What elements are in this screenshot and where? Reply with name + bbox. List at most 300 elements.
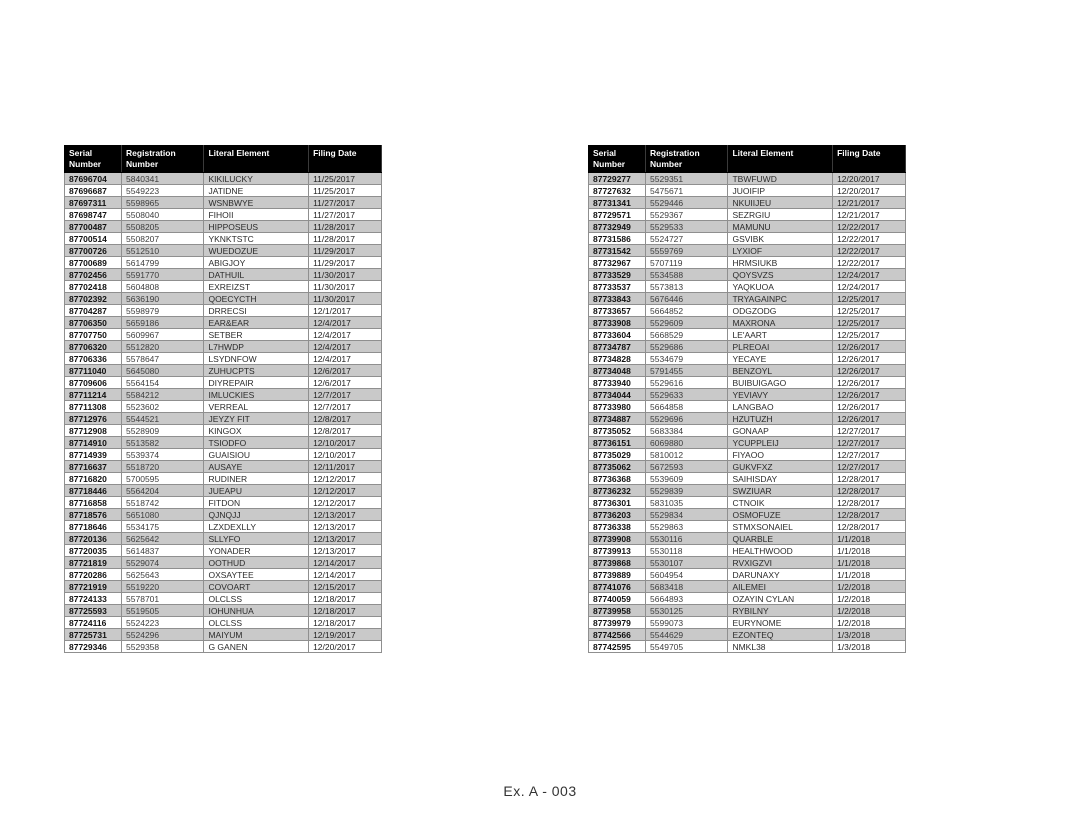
literal-element-cell: SETBER xyxy=(204,329,309,341)
literal-element-cell: YONADER xyxy=(204,545,309,557)
filing-date-cell: 12/26/2017 xyxy=(833,365,906,377)
table-row xyxy=(65,581,382,593)
registration-number-cell: 5529446 xyxy=(646,197,728,209)
serial-number-cell: 87740059 xyxy=(589,593,646,605)
table-row xyxy=(65,605,382,617)
registration-number-cell: 5625642 xyxy=(122,533,204,545)
registration-number-cell: 5513582 xyxy=(122,437,204,449)
registration-number-cell: 5529616 xyxy=(646,377,728,389)
literal-element-cell: KINGOX xyxy=(204,425,309,437)
serial-number-cell: 87725731 xyxy=(65,629,122,641)
literal-element-cell: GUAISIOU xyxy=(204,449,309,461)
serial-number-cell: 87711308 xyxy=(65,401,122,413)
literal-element-cell: LSYDNFOW xyxy=(204,353,309,365)
serial-number-cell: 87732949 xyxy=(589,221,646,233)
serial-number-cell: 87739958 xyxy=(589,605,646,617)
registration-number-cell: 5578647 xyxy=(122,353,204,365)
filing-date-cell: 12/18/2017 xyxy=(309,605,382,617)
literal-element-cell: EURYNOME xyxy=(728,617,833,629)
registration-number-cell: 5529609 xyxy=(646,317,728,329)
filing-date-cell: 12/12/2017 xyxy=(309,485,382,497)
column-header: Filing Date xyxy=(309,146,382,173)
serial-number-cell: 87700487 xyxy=(65,221,122,233)
table-row xyxy=(65,197,382,209)
serial-number-cell: 87731341 xyxy=(589,197,646,209)
filing-date-cell: 11/29/2017 xyxy=(309,245,382,257)
serial-number-cell: 87729277 xyxy=(589,173,646,185)
literal-element-cell: IOHUNHUA xyxy=(204,605,309,617)
table-row xyxy=(65,245,382,257)
serial-number-cell: 87733908 xyxy=(589,317,646,329)
literal-element-cell: ODGZODG xyxy=(728,305,833,317)
literal-element-cell: MAIYUM xyxy=(204,629,309,641)
literal-element-cell: LE'AART xyxy=(728,329,833,341)
table-row xyxy=(589,521,906,533)
literal-element-cell: QOYSVZS xyxy=(728,269,833,281)
registration-number-cell: 5791455 xyxy=(646,365,728,377)
filing-date-cell: 12/25/2017 xyxy=(833,305,906,317)
filing-date-cell: 12/14/2017 xyxy=(309,557,382,569)
serial-number-cell: 87734044 xyxy=(589,389,646,401)
filing-date-cell: 11/30/2017 xyxy=(309,269,382,281)
filing-date-cell: 12/13/2017 xyxy=(309,533,382,545)
registration-number-cell: 5529834 xyxy=(646,509,728,521)
serial-number-cell: 87742595 xyxy=(589,641,646,653)
literal-element-cell: DARUNAXY xyxy=(728,569,833,581)
literal-element-cell: BUIBUIGAGO xyxy=(728,377,833,389)
table-row xyxy=(65,533,382,545)
filing-date-cell: 12/6/2017 xyxy=(309,377,382,389)
filing-date-cell: 12/18/2017 xyxy=(309,593,382,605)
serial-number-cell: 87734048 xyxy=(589,365,646,377)
literal-element-cell: EAR&EAR xyxy=(204,317,309,329)
serial-number-cell: 87733940 xyxy=(589,377,646,389)
registration-number-cell: 5810012 xyxy=(646,449,728,461)
literal-element-cell: QOECYCTH xyxy=(204,293,309,305)
literal-element-cell: OOTHUD xyxy=(204,557,309,569)
table-row xyxy=(589,329,906,341)
filing-date-cell: 12/26/2017 xyxy=(833,413,906,425)
filing-date-cell: 12/13/2017 xyxy=(309,521,382,533)
literal-element-cell: QJNQJJ xyxy=(204,509,309,521)
registration-number-cell: 5676446 xyxy=(646,293,728,305)
table-row xyxy=(589,233,906,245)
filing-date-cell: 12/7/2017 xyxy=(309,401,382,413)
serial-number-cell: 87733537 xyxy=(589,281,646,293)
literal-element-cell: LYXIOF xyxy=(728,245,833,257)
registration-number-cell: 5539374 xyxy=(122,449,204,461)
registration-number-cell: 5668529 xyxy=(646,329,728,341)
literal-element-cell: HZUTUZH xyxy=(728,413,833,425)
serial-number-cell: 87739908 xyxy=(589,533,646,545)
serial-number-cell: 87721819 xyxy=(65,557,122,569)
filing-date-cell: 1/1/2018 xyxy=(833,545,906,557)
serial-number-cell: 87739889 xyxy=(589,569,646,581)
table-row xyxy=(65,377,382,389)
serial-number-cell: 87735062 xyxy=(589,461,646,473)
serial-number-cell: 87711040 xyxy=(65,365,122,377)
filing-date-cell: 12/27/2017 xyxy=(833,449,906,461)
table-row xyxy=(589,641,906,653)
table-row xyxy=(589,209,906,221)
literal-element-cell: YCUPPLEIJ xyxy=(728,437,833,449)
filing-date-cell: 12/20/2017 xyxy=(309,641,382,653)
registration-number-cell: 5584212 xyxy=(122,389,204,401)
registration-number-cell: 5519220 xyxy=(122,581,204,593)
filing-date-cell: 1/3/2018 xyxy=(833,641,906,653)
filing-date-cell: 11/30/2017 xyxy=(309,293,382,305)
table-row xyxy=(589,389,906,401)
filing-date-cell: 12/8/2017 xyxy=(309,413,382,425)
filing-date-cell: 1/1/2018 xyxy=(833,569,906,581)
serial-number-cell: 87734787 xyxy=(589,341,646,353)
filing-date-cell: 12/28/2017 xyxy=(833,509,906,521)
literal-element-cell: SEZRGIU xyxy=(728,209,833,221)
literal-element-cell: L7HWDP xyxy=(204,341,309,353)
registration-number-cell: 5840341 xyxy=(122,173,204,185)
registration-number-cell: 5524296 xyxy=(122,629,204,641)
serial-number-cell: 87735029 xyxy=(589,449,646,461)
literal-element-cell: IMLUCKIES xyxy=(204,389,309,401)
literal-element-cell: TBWFUWD xyxy=(728,173,833,185)
table-row xyxy=(65,365,382,377)
serial-number-cell: 87700514 xyxy=(65,233,122,245)
table-row xyxy=(65,185,382,197)
literal-element-cell: NMKL38 xyxy=(728,641,833,653)
literal-element-cell: YECAYE xyxy=(728,353,833,365)
filing-date-cell: 11/28/2017 xyxy=(309,233,382,245)
table-row xyxy=(65,509,382,521)
filing-date-cell: 12/24/2017 xyxy=(833,281,906,293)
serial-number-cell: 87736151 xyxy=(589,437,646,449)
serial-number-cell: 87721919 xyxy=(65,581,122,593)
registration-number-cell: 5529533 xyxy=(646,221,728,233)
exhibit-page-label: Ex. A - 003 xyxy=(503,783,577,799)
column-header: Serial Number xyxy=(589,146,646,173)
filing-date-cell: 12/4/2017 xyxy=(309,317,382,329)
filing-date-cell: 12/22/2017 xyxy=(833,257,906,269)
registration-number-cell: 5599073 xyxy=(646,617,728,629)
serial-number-cell: 87733657 xyxy=(589,305,646,317)
table-row xyxy=(65,629,382,641)
registration-number-cell: 5529696 xyxy=(646,413,728,425)
serial-number-cell: 87729571 xyxy=(589,209,646,221)
registration-number-cell: 5651080 xyxy=(122,509,204,521)
registration-number-cell: 5518720 xyxy=(122,461,204,473)
serial-number-cell: 87712908 xyxy=(65,425,122,437)
registration-number-cell: 5544629 xyxy=(646,629,728,641)
column-header: Serial Number xyxy=(65,146,122,173)
registration-number-cell: 5559769 xyxy=(646,245,728,257)
filing-date-cell: 12/13/2017 xyxy=(309,509,382,521)
table-row xyxy=(589,545,906,557)
serial-number-cell: 87727632 xyxy=(589,185,646,197)
serial-number-cell: 87739868 xyxy=(589,557,646,569)
literal-element-cell: HRMSIUKB xyxy=(728,257,833,269)
literal-element-cell: CTNOIK xyxy=(728,497,833,509)
serial-number-cell: 87739979 xyxy=(589,617,646,629)
table-row xyxy=(65,221,382,233)
literal-element-cell: HEALTHWOOD xyxy=(728,545,833,557)
column-header: Literal Element xyxy=(204,146,309,173)
table-row xyxy=(65,461,382,473)
table-row xyxy=(65,425,382,437)
filing-date-cell: 12/25/2017 xyxy=(833,329,906,341)
table-row xyxy=(589,377,906,389)
filing-date-cell: 12/4/2017 xyxy=(309,353,382,365)
serial-number-cell: 87733980 xyxy=(589,401,646,413)
literal-element-cell: ZUHUCPTS xyxy=(204,365,309,377)
serial-number-cell: 87734828 xyxy=(589,353,646,365)
serial-number-cell: 87724133 xyxy=(65,593,122,605)
literal-element-cell: YKNKTSTC xyxy=(204,233,309,245)
literal-element-cell: TRYAGAINPC xyxy=(728,293,833,305)
table-row xyxy=(589,569,906,581)
registration-number-cell: 6069880 xyxy=(646,437,728,449)
literal-element-cell: RYBILNY xyxy=(728,605,833,617)
serial-number-cell: 87716858 xyxy=(65,497,122,509)
filing-date-cell: 11/25/2017 xyxy=(309,185,382,197)
registration-number-cell: 5475671 xyxy=(646,185,728,197)
literal-element-cell: OLCLSS xyxy=(204,617,309,629)
filing-date-cell: 12/13/2017 xyxy=(309,545,382,557)
serial-number-cell: 87709606 xyxy=(65,377,122,389)
filing-date-cell: 1/2/2018 xyxy=(833,605,906,617)
table-row xyxy=(65,269,382,281)
literal-element-cell: FIYAOO xyxy=(728,449,833,461)
literal-element-cell: MAXRONA xyxy=(728,317,833,329)
registration-number-cell: 5524223 xyxy=(122,617,204,629)
literal-element-cell: ABIGJOY xyxy=(204,257,309,269)
filing-date-cell: 12/4/2017 xyxy=(309,329,382,341)
serial-number-cell: 87714939 xyxy=(65,449,122,461)
literal-element-cell: LANGBAO xyxy=(728,401,833,413)
filing-date-cell: 12/4/2017 xyxy=(309,341,382,353)
table-row xyxy=(589,593,906,605)
registration-number-cell: 5529839 xyxy=(646,485,728,497)
serial-number-cell: 87736368 xyxy=(589,473,646,485)
registration-number-cell: 5508207 xyxy=(122,233,204,245)
filing-date-cell: 12/14/2017 xyxy=(309,569,382,581)
registration-number-cell: 5700595 xyxy=(122,473,204,485)
registration-number-cell: 5508205 xyxy=(122,221,204,233)
serial-number-cell: 87742566 xyxy=(589,629,646,641)
serial-number-cell: 87739913 xyxy=(589,545,646,557)
registration-number-cell: 5534679 xyxy=(646,353,728,365)
filing-date-cell: 11/25/2017 xyxy=(309,173,382,185)
serial-number-cell: 87731586 xyxy=(589,233,646,245)
literal-element-cell: QUARBLE xyxy=(728,533,833,545)
table-row xyxy=(65,617,382,629)
filing-date-cell: 1/3/2018 xyxy=(833,629,906,641)
registration-number-cell: 5544521 xyxy=(122,413,204,425)
column-header: Registration Number xyxy=(646,146,728,173)
serial-number-cell: 87733604 xyxy=(589,329,646,341)
literal-element-cell: DRRECSI xyxy=(204,305,309,317)
table-row xyxy=(589,221,906,233)
table-row xyxy=(65,449,382,461)
registration-number-cell: 5604954 xyxy=(646,569,728,581)
filing-date-cell: 12/28/2017 xyxy=(833,473,906,485)
table-row xyxy=(589,509,906,521)
registration-number-cell: 5625643 xyxy=(122,569,204,581)
serial-number-cell: 87702418 xyxy=(65,281,122,293)
table-row xyxy=(589,257,906,269)
registration-number-cell: 5598965 xyxy=(122,197,204,209)
filing-date-cell: 12/28/2017 xyxy=(833,485,906,497)
table-row xyxy=(589,281,906,293)
table-row xyxy=(65,437,382,449)
filing-date-cell: 11/27/2017 xyxy=(309,209,382,221)
filing-date-cell: 12/27/2017 xyxy=(833,461,906,473)
registration-number-cell: 5664858 xyxy=(646,401,728,413)
serial-number-cell: 87725593 xyxy=(65,605,122,617)
serial-number-cell: 87704287 xyxy=(65,305,122,317)
registration-number-cell: 5518742 xyxy=(122,497,204,509)
literal-element-cell: EXREIZST xyxy=(204,281,309,293)
literal-element-cell: JATIDNE xyxy=(204,185,309,197)
serial-number-cell: 87707750 xyxy=(65,329,122,341)
serial-number-cell: 87716637 xyxy=(65,461,122,473)
registration-number-cell: 5573813 xyxy=(646,281,728,293)
registration-number-cell: 5530107 xyxy=(646,557,728,569)
table-row xyxy=(589,245,906,257)
table-row xyxy=(65,569,382,581)
registration-number-cell: 5529074 xyxy=(122,557,204,569)
registration-number-cell: 5683418 xyxy=(646,581,728,593)
table-row xyxy=(589,197,906,209)
serial-number-cell: 87714910 xyxy=(65,437,122,449)
registration-number-cell: 5512820 xyxy=(122,341,204,353)
registration-number-cell: 5564204 xyxy=(122,485,204,497)
table-row xyxy=(589,485,906,497)
serial-number-cell: 87711214 xyxy=(65,389,122,401)
trademark-table-left xyxy=(64,145,382,653)
filing-date-cell: 12/27/2017 xyxy=(833,437,906,449)
registration-number-cell: 5604808 xyxy=(122,281,204,293)
table-row xyxy=(589,533,906,545)
filing-date-cell: 12/7/2017 xyxy=(309,389,382,401)
literal-element-cell: JUOIFIP xyxy=(728,185,833,197)
registration-number-cell: 5578701 xyxy=(122,593,204,605)
filing-date-cell: 12/25/2017 xyxy=(833,293,906,305)
filing-date-cell: 12/27/2017 xyxy=(833,425,906,437)
table-row xyxy=(65,293,382,305)
registration-number-cell: 5508040 xyxy=(122,209,204,221)
literal-element-cell: WUEDOZUE xyxy=(204,245,309,257)
serial-number-cell: 87706350 xyxy=(65,317,122,329)
literal-element-cell: YAQKUOA xyxy=(728,281,833,293)
table-row xyxy=(589,269,906,281)
literal-element-cell: OXSAYTEE xyxy=(204,569,309,581)
serial-number-cell: 87732967 xyxy=(589,257,646,269)
filing-date-cell: 11/29/2017 xyxy=(309,257,382,269)
header-row xyxy=(65,146,382,173)
table-row xyxy=(65,521,382,533)
serial-number-cell: 87718576 xyxy=(65,509,122,521)
literal-element-cell: NKUIIJEU xyxy=(728,197,833,209)
serial-number-cell: 87702392 xyxy=(65,293,122,305)
registration-number-cell: 5530116 xyxy=(646,533,728,545)
serial-number-cell: 87700689 xyxy=(65,257,122,269)
registration-number-cell: 5524727 xyxy=(646,233,728,245)
registration-number-cell: 5564154 xyxy=(122,377,204,389)
registration-number-cell: 5528909 xyxy=(122,425,204,437)
serial-number-cell: 87697311 xyxy=(65,197,122,209)
literal-element-cell: COVOART xyxy=(204,581,309,593)
trademark-table-right xyxy=(588,145,906,653)
filing-date-cell: 12/26/2017 xyxy=(833,377,906,389)
filing-date-cell: 1/1/2018 xyxy=(833,557,906,569)
filing-date-cell: 12/22/2017 xyxy=(833,245,906,257)
table-row xyxy=(589,353,906,365)
registration-number-cell: 5614837 xyxy=(122,545,204,557)
header-row xyxy=(589,146,906,173)
table-row xyxy=(589,365,906,377)
table-row xyxy=(65,497,382,509)
registration-number-cell: 5591770 xyxy=(122,269,204,281)
literal-element-cell: OZAYIN CYLAN xyxy=(728,593,833,605)
literal-element-cell: HIPPOSEUS xyxy=(204,221,309,233)
serial-number-cell: 87700726 xyxy=(65,245,122,257)
serial-number-cell: 87736232 xyxy=(589,485,646,497)
registration-number-cell: 5529633 xyxy=(646,389,728,401)
table-row xyxy=(589,401,906,413)
filing-date-cell: 11/27/2017 xyxy=(309,197,382,209)
filing-date-cell: 11/28/2017 xyxy=(309,221,382,233)
literal-element-cell: GSVIBK xyxy=(728,233,833,245)
table-row xyxy=(589,449,906,461)
filing-date-cell: 1/1/2018 xyxy=(833,533,906,545)
table-row xyxy=(65,341,382,353)
registration-number-cell: 5664852 xyxy=(646,305,728,317)
literal-element-cell: MAMUNU xyxy=(728,221,833,233)
literal-element-cell: JUEAPU xyxy=(204,485,309,497)
literal-element-cell: FITDON xyxy=(204,497,309,509)
registration-number-cell: 5598979 xyxy=(122,305,204,317)
table-row xyxy=(65,593,382,605)
serial-number-cell: 87696687 xyxy=(65,185,122,197)
registration-number-cell: 5529351 xyxy=(646,173,728,185)
filing-date-cell: 12/10/2017 xyxy=(309,449,382,461)
serial-number-cell: 87729346 xyxy=(65,641,122,653)
filing-date-cell: 12/24/2017 xyxy=(833,269,906,281)
serial-number-cell: 87696704 xyxy=(65,173,122,185)
filing-date-cell: 12/25/2017 xyxy=(833,317,906,329)
literal-element-cell: JEYZY FIT xyxy=(204,413,309,425)
literal-element-cell: TSIODFO xyxy=(204,437,309,449)
registration-number-cell: 5529686 xyxy=(646,341,728,353)
filing-date-cell: 12/19/2017 xyxy=(309,629,382,641)
serial-number-cell: 87734887 xyxy=(589,413,646,425)
registration-number-cell: 5534588 xyxy=(646,269,728,281)
table-row xyxy=(589,629,906,641)
table-row xyxy=(65,281,382,293)
registration-number-cell: 5609967 xyxy=(122,329,204,341)
serial-number-cell: 87712976 xyxy=(65,413,122,425)
filing-date-cell: 12/26/2017 xyxy=(833,353,906,365)
table-row xyxy=(65,557,382,569)
table-row xyxy=(65,317,382,329)
table-row xyxy=(589,557,906,569)
registration-number-cell: 5549705 xyxy=(646,641,728,653)
table-row xyxy=(589,413,906,425)
serial-number-cell: 87720136 xyxy=(65,533,122,545)
serial-number-cell: 87706320 xyxy=(65,341,122,353)
table-row xyxy=(65,173,382,185)
literal-element-cell: LZXDEXLLY xyxy=(204,521,309,533)
serial-number-cell: 87716820 xyxy=(65,473,122,485)
